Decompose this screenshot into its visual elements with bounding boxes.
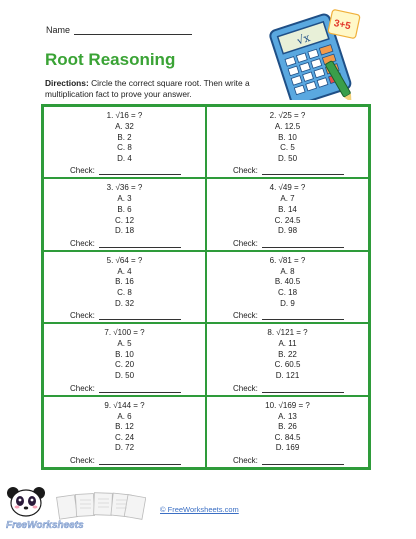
check-field — [233, 384, 344, 393]
option-b[interactable]: B. 2 — [117, 132, 132, 142]
footer-link[interactable]: © FreeWorksheets.com — [160, 505, 239, 514]
option-d[interactable]: D. 169 — [275, 443, 300, 453]
option-c[interactable]: C. 18 — [277, 287, 298, 297]
check-field — [70, 311, 181, 320]
problem-question: 9. √144 = ? — [104, 400, 145, 410]
option-b[interactable]: B. 40.5 — [274, 277, 301, 287]
check-label: Check: — [70, 166, 95, 176]
check-label: Check: — [233, 238, 258, 248]
option-a[interactable]: A. 12.5 — [274, 122, 301, 131]
answer-options — [44, 412, 205, 454]
check-field — [233, 311, 344, 320]
option-a[interactable]: A. 13 — [278, 411, 297, 421]
check-label: Check: — [233, 166, 258, 176]
answer-options — [207, 339, 368, 381]
problem-question: 8. √121 = ? — [267, 328, 308, 338]
option-a[interactable]: A. 7 — [280, 194, 295, 204]
problem-cell — [206, 251, 369, 323]
problem-grid — [41, 104, 371, 470]
option-a[interactable]: A. 11 — [278, 339, 297, 349]
worksheet-thumbnails-icon — [56, 490, 146, 520]
problem-question: 5. √64 = ? — [106, 255, 143, 265]
answer-options — [207, 194, 368, 236]
check-line[interactable] — [99, 384, 181, 393]
option-c[interactable]: C. 84.5 — [274, 432, 301, 442]
option-c[interactable]: C. 8 — [117, 287, 132, 297]
check-line[interactable] — [262, 166, 344, 175]
name-field — [46, 24, 192, 35]
option-d[interactable]: D. 32 — [114, 298, 135, 308]
answer-options — [207, 122, 368, 164]
check-label: Check: — [70, 383, 95, 393]
problem-cell — [206, 106, 369, 178]
option-d[interactable]: D. 9 — [280, 298, 295, 308]
check-line[interactable] — [262, 311, 344, 320]
problem-question: 7. √100 = ? — [104, 328, 145, 338]
check-label: Check: — [233, 383, 258, 393]
problem-cell — [43, 323, 206, 395]
check-label: Check: — [70, 311, 95, 321]
calculator-display: √x — [295, 31, 312, 48]
check-field — [233, 239, 344, 248]
answer-options — [44, 122, 205, 164]
check-field — [70, 166, 181, 175]
option-c[interactable]: C. 5 — [280, 143, 295, 153]
problem-question: 6. √81 = ? — [269, 255, 306, 265]
option-b[interactable]: B. 14 — [278, 204, 297, 214]
calculator-icon — [268, 8, 368, 100]
problem-cell — [43, 396, 206, 468]
problem-cell — [206, 178, 369, 250]
answer-options — [44, 267, 205, 309]
option-d[interactable]: D. 121 — [275, 370, 300, 380]
directions — [45, 78, 275, 100]
option-d[interactable]: D. 98 — [277, 226, 298, 236]
name-label: Name — [46, 25, 71, 35]
option-c[interactable]: C. 12 — [114, 215, 135, 225]
check-label: Check: — [233, 456, 258, 465]
check-field — [70, 456, 181, 465]
directions-text: Circle the correct square root. Then write a multiplication fact to prove your answer. — [45, 78, 250, 99]
check-line[interactable] — [262, 384, 344, 393]
answer-options — [207, 412, 368, 454]
option-d[interactable]: D. 4 — [117, 153, 132, 163]
option-a[interactable]: A. 4 — [117, 266, 132, 276]
option-b[interactable]: B. 22 — [278, 349, 297, 359]
problem-question: 10. √169 = ? — [265, 400, 310, 410]
problem-question: 2. √25 = ? — [269, 111, 306, 120]
sticker-text: 3+5 — [332, 18, 352, 33]
problem-cell — [43, 106, 206, 178]
option-d[interactable]: D. 50 — [114, 370, 135, 380]
option-a[interactable]: A. 3 — [117, 194, 132, 204]
option-c[interactable]: C. 60.5 — [274, 360, 301, 370]
option-b[interactable]: B. 12 — [115, 422, 134, 432]
check-field — [70, 239, 181, 248]
problem-question: 4. √49 = ? — [269, 183, 306, 193]
brand-logo: FreeWorksheets — [6, 520, 84, 531]
option-a[interactable]: A. 5 — [117, 339, 132, 349]
page-title: Root Reasoning — [45, 50, 176, 69]
check-field — [233, 456, 344, 465]
option-b[interactable]: B. 6 — [117, 204, 132, 214]
problem-cell — [206, 396, 369, 468]
option-c[interactable]: C. 24.5 — [274, 215, 301, 225]
check-label: Check: — [70, 456, 95, 465]
check-line[interactable] — [99, 456, 181, 465]
directions-label: Directions: — [45, 78, 89, 88]
panda-icon — [4, 485, 50, 519]
check-line[interactable] — [262, 456, 344, 465]
check-field — [233, 166, 344, 175]
option-b[interactable]: B. 26 — [278, 422, 297, 432]
check-label: Check: — [70, 238, 95, 248]
check-line[interactable] — [99, 239, 181, 248]
option-c[interactable]: C. 8 — [117, 143, 132, 153]
answer-options — [44, 339, 205, 381]
check-line[interactable] — [99, 166, 181, 175]
check-line[interactable] — [262, 239, 344, 248]
option-a[interactable]: A. 6 — [117, 411, 132, 421]
name-line[interactable] — [74, 24, 192, 35]
answer-options — [44, 194, 205, 236]
problem-cell — [206, 323, 369, 395]
answer-options — [207, 267, 368, 309]
option-d[interactable]: D. 50 — [277, 153, 298, 163]
option-c[interactable]: C. 24 — [114, 432, 135, 442]
option-c[interactable]: C. 20 — [114, 360, 135, 370]
option-b[interactable]: B. 16 — [115, 277, 134, 287]
check-label: Check: — [233, 311, 258, 321]
check-line[interactable] — [99, 311, 181, 320]
option-a[interactable]: A. 32 — [115, 122, 134, 131]
problem-question: 1. √16 = ? — [106, 111, 143, 120]
check-field — [70, 384, 181, 393]
option-d[interactable]: D. 72 — [114, 443, 135, 453]
problem-cell — [43, 178, 206, 250]
problem-cell — [43, 251, 206, 323]
option-b[interactable]: B. 10 — [115, 349, 134, 359]
option-d[interactable]: D. 18 — [114, 226, 135, 236]
option-b[interactable]: B. 10 — [278, 132, 297, 142]
problem-question: 3. √36 = ? — [106, 183, 143, 193]
option-a[interactable]: A. 8 — [280, 266, 295, 276]
